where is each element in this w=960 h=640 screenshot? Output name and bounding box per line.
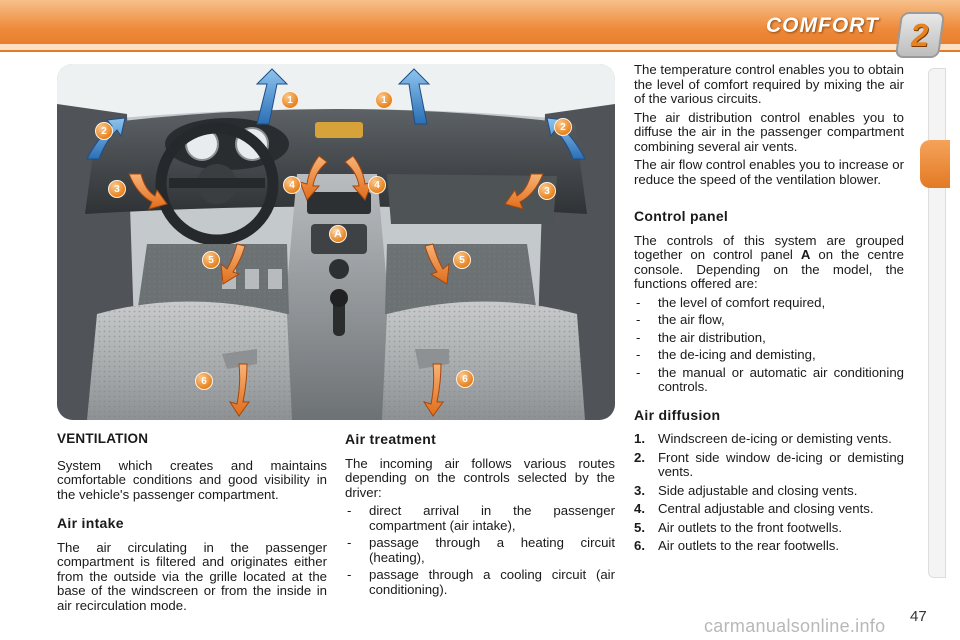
air-diffusion-heading: Air diffusion <box>634 406 721 423</box>
dashboard-ventilation-illustration <box>57 64 615 420</box>
marker-3-right: 3 <box>538 182 556 200</box>
list-item <box>634 451 904 480</box>
ventilation-text: System which creates and maintains comfortable conditions and good visibility in the vehicle's passenger compartment. <box>57 457 327 502</box>
left-column <box>57 432 327 617</box>
item-text: Windscreen de-icing or demisting vents. <box>658 431 892 446</box>
list-item: - direct arrival in the passenger compartment (air intake), <box>345 504 615 533</box>
header-stripe <box>0 44 960 50</box>
right-column <box>634 63 904 558</box>
list-item: - the level of comfort required, <box>634 296 904 311</box>
item-number: 5. <box>634 519 645 535</box>
distribution-control-text: The air distribution control enables you to diffuse the air in the passenger compartment combining several air vents. <box>634 109 904 154</box>
list-item <box>634 502 904 517</box>
list-item <box>634 539 904 554</box>
control-panel-text <box>634 234 904 292</box>
item-number: 6. <box>634 538 645 553</box>
item-number: 4. <box>634 501 645 516</box>
list-item <box>634 521 904 536</box>
list-item: - passage through a heating circuit (heating), <box>345 536 615 565</box>
marker-5-left: 5 <box>202 251 220 269</box>
marker-5-right: 5 <box>453 251 471 269</box>
active-chapter-tab <box>920 140 950 188</box>
item-text: Side adjustable and closing vents. <box>658 482 858 498</box>
marker-2-left: 2 <box>95 122 113 140</box>
page-number: 47 <box>910 608 927 625</box>
list-item: - the air flow, <box>634 313 904 328</box>
item-text: Front side window de-icing or demisting vents. <box>658 449 904 479</box>
temperature-control-text: The temperature control enables you to obtain the level of comfort required by mixing the air of the various circuits. <box>634 62 904 106</box>
air-treatment-text: The incoming air follows various routes depending on the controls selected by the driver: <box>345 455 615 500</box>
item-text: Air outlets to the rear footwells. <box>658 538 840 553</box>
air-treatment-heading: Air treatment <box>345 431 437 447</box>
marker-1-right: 1 <box>375 91 393 109</box>
air-intake-heading: Air intake <box>57 515 124 531</box>
item-number: 3. <box>634 482 645 498</box>
marker-6-left: 6 <box>195 372 213 390</box>
chapter-header <box>0 0 960 52</box>
item-text: Air outlets to the front footwells. <box>658 519 842 535</box>
list-item: - passage through a cooling circuit (air conditioning). <box>345 568 615 597</box>
air-flow-control-text: The air flow control enables you to increase or reduce the speed of the ventilation blower. <box>634 157 904 187</box>
list-item <box>634 432 904 447</box>
item-number: 2. <box>634 449 645 465</box>
list-item <box>634 484 904 499</box>
air-diffusion-list <box>634 432 904 554</box>
list-item: - the air distribution, <box>634 331 904 346</box>
middle-column <box>345 432 615 600</box>
chapter-title: COMFORT <box>766 14 879 37</box>
marker-6-right: 6 <box>456 370 474 388</box>
watermark: carmanualsonline.info <box>704 616 886 636</box>
control-panel-heading: Control panel <box>634 208 729 224</box>
functions-list <box>634 296 904 395</box>
chapter-number: 2 <box>908 16 932 53</box>
marker-3-left: 3 <box>108 180 126 198</box>
item-text: Central adjustable and closing vents. <box>658 501 874 516</box>
marker-1-left: 1 <box>281 91 299 109</box>
chapter-number-badge <box>895 12 945 58</box>
ventilation-heading: VENTILATION <box>57 431 149 446</box>
air-routes-list <box>345 504 615 597</box>
control-panel-text-start: The controls of this system are grouped together on control panel <box>634 232 904 262</box>
marker-2-right: 2 <box>554 118 572 136</box>
control-panel-text-end: on the centre console. Depending on the model, the functions offered are: <box>634 247 904 291</box>
list-item: - the de-icing and demisting, <box>634 348 904 363</box>
air-intake-text: The air circulating in the passenger compartment is filtered and originates either from the outside via the grille located at the base of the windscreen or from the inside in air recirculation mode. <box>57 539 327 613</box>
marker-control-panel-a: A <box>329 225 347 243</box>
item-number: 1. <box>634 431 645 446</box>
marker-4-right: 4 <box>368 176 386 194</box>
marker-4-left: 4 <box>283 176 301 194</box>
list-item: - the manual or automatic air conditioning controls. <box>634 366 904 395</box>
control-panel-label: A <box>800 247 811 262</box>
